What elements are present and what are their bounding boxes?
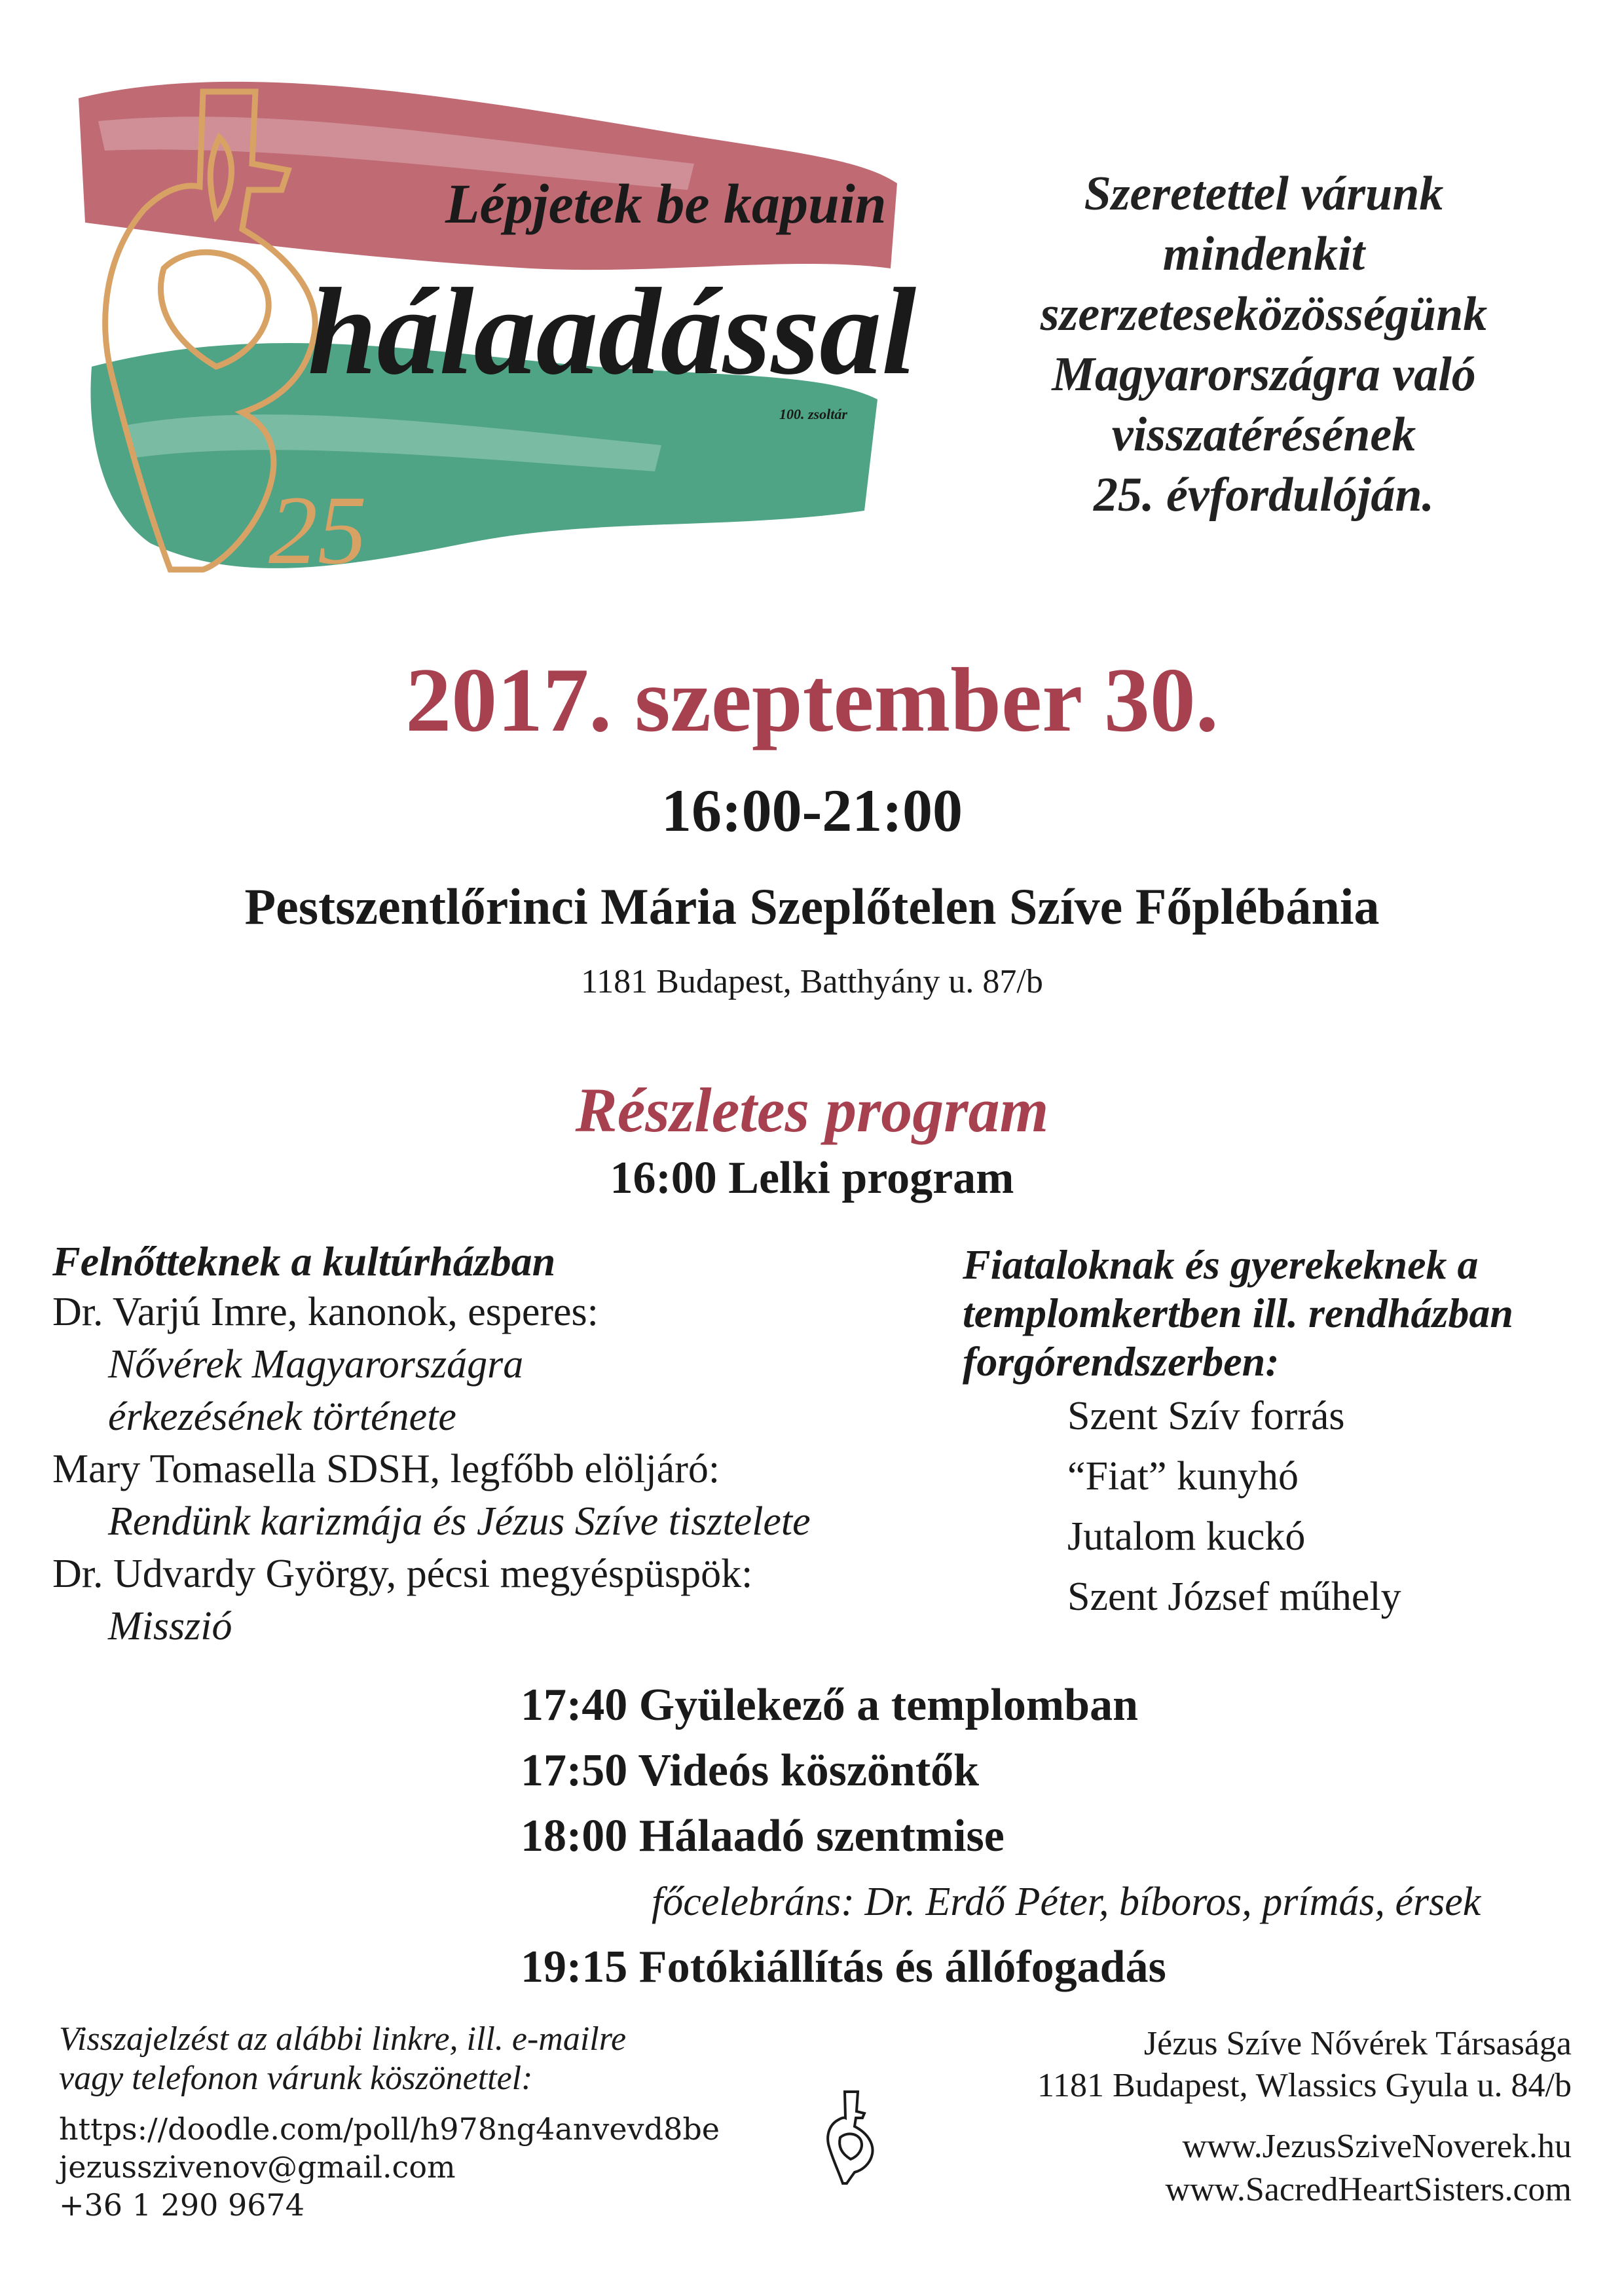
welcome-line: 25. évfordulóján. — [1093, 468, 1435, 522]
event-time: 16:00-21:00 — [661, 777, 963, 844]
talk-title-line: Nővérek Magyarországra — [108, 1342, 524, 1387]
welcome-message — [976, 164, 1552, 525]
event-date: 2017. szeptember 30. — [405, 649, 1219, 751]
schedule-item: 17:50 Videós köszöntők — [521, 1745, 980, 1796]
celebrant-note: főcelebráns: Dr. Erdő Péter, bíboros, prímás, érsek — [652, 1880, 1481, 1924]
welcome-line: Szeretettel várunk — [1084, 167, 1444, 221]
program-title: Részletes program — [575, 1075, 1049, 1145]
org-address: 1181 Budapest, Wlassics Gyula u. 84/b — [1037, 2067, 1572, 2104]
logo-tagline: Lépjetek be kapuin — [445, 172, 887, 235]
logo-number: 25 — [268, 476, 367, 585]
schedule-item: 18:00 Hálaadó szentmise — [521, 1811, 1005, 1861]
youth-station: “Fiat” kunyhó — [1067, 1454, 1299, 1499]
youth-station: Jutalom kuckó — [1067, 1514, 1306, 1559]
rsvp-link[interactable]: https://doodle.com/poll/h978ng4anvevd8be — [59, 2111, 720, 2147]
schedule-item: 19:15 Fotókiállítás és állófogadás — [521, 1942, 1166, 1992]
evening-schedule — [521, 1673, 1568, 2000]
website-link[interactable]: www.SacredHeartSisters.com — [1165, 2171, 1572, 2208]
speaker-line: Mary Tomasella SDSH, legfőbb elöljáró: — [52, 1447, 720, 1491]
youth-heading-line: Fiataloknak és gyerekeknek a — [963, 1241, 1479, 1288]
jubilee-logo — [72, 59, 917, 596]
schedule-item: 17:40 Gyülekező a templomban — [521, 1680, 1139, 1730]
rsvp-block — [59, 2020, 779, 2224]
youth-heading-line: templomkertben ill. rendházban — [963, 1290, 1513, 1336]
jubilee-logo-graphic — [72, 59, 917, 596]
event-venue: Pestszentlőrinci Mária Szeplőtelen Szíve Főplébánia — [244, 878, 1380, 935]
speaker-line: Dr. Varjú Imre, kanonok, esperes: — [52, 1290, 599, 1334]
logo-psalm-ref: 100. zsoltár — [779, 406, 847, 422]
event-address: 1181 Budapest, Batthyány u. 87/b — [581, 963, 1043, 1000]
welcome-line: szerzeteseközösségünk — [1040, 287, 1488, 341]
logo-word: hálaadással — [308, 263, 917, 401]
org-name: Jézus Szíve Nővérek Társasága — [1143, 2025, 1572, 2062]
youth-station: Szent Szív forrás — [1067, 1394, 1345, 1438]
talk-title-line: Rendünk karizmája és Jézus Szíve tisztelete — [108, 1499, 811, 1544]
sacred-heart-small-icon — [822, 2088, 881, 2187]
welcome-line: visszatérésének — [1111, 408, 1416, 462]
talk-title-line: Misszió — [108, 1604, 232, 1649]
adults-program — [52, 1237, 956, 1652]
welcome-line: Magyarországra való — [1052, 348, 1476, 401]
adults-heading: Felnőtteknek a kultúrházban — [52, 1238, 556, 1285]
welcome-line: mindenkit — [1162, 227, 1365, 281]
talk-title-line: érkezésének története — [108, 1394, 456, 1439]
rsvp-phone: +36 1 290 9674 — [59, 2187, 305, 2223]
rsvp-note-line: vagy telefonon várunk köszönettel: — [59, 2060, 533, 2097]
organization-block — [969, 2023, 1572, 2212]
website-link[interactable]: www.JezusSziveNoverek.hu — [1182, 2128, 1572, 2165]
youth-station: Szent József műhely — [1067, 1575, 1401, 1619]
youth-heading-line: forgórendszerben: — [963, 1338, 1280, 1385]
speaker-line: Dr. Udvardy György, pécsi megyéspüspök: — [52, 1552, 753, 1596]
program-first-item: 16:00 Lelki program — [610, 1153, 1014, 1203]
rsvp-email[interactable]: jezusszivenov@gmail.com — [59, 2149, 456, 2185]
rsvp-note-line: Visszajelzést az alábbi linkre, ill. e-mailre — [59, 2020, 627, 2058]
youth-program — [963, 1241, 1591, 1627]
